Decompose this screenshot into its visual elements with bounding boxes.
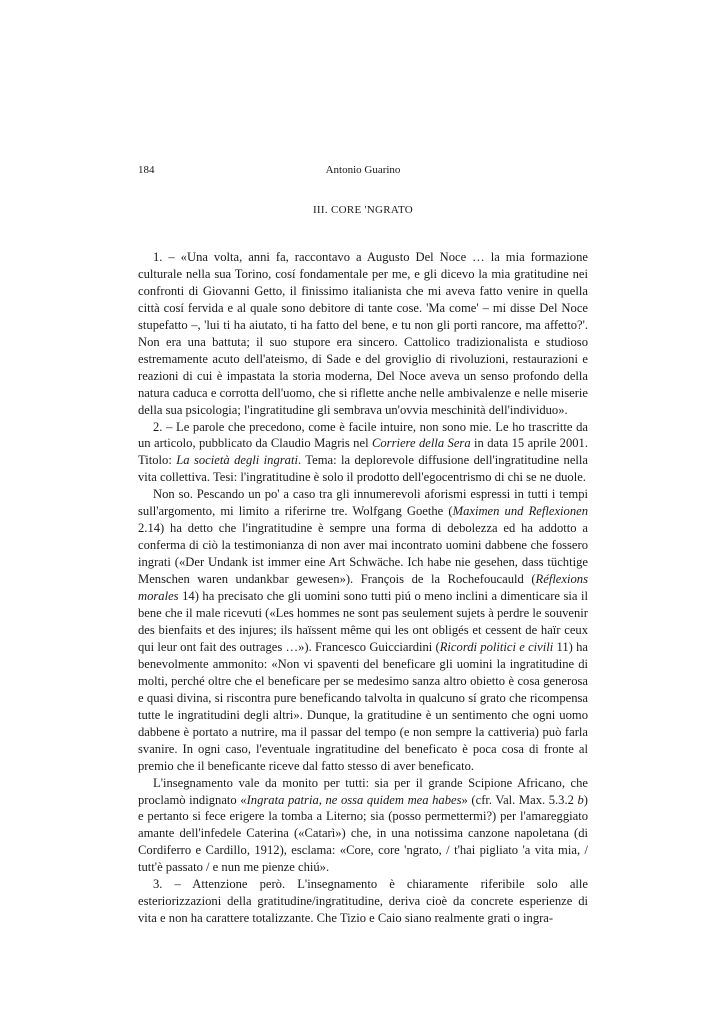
paragraph-4-text: L'insegnamento vale da monito per tutti: sia per il grande Scipione Africano, che proclamò indignato «	[138, 775, 588, 807]
paragraph-5-text: 3. – Attenzione però. L'insegnamento è chiaramente riferibile solo alle esteriorizzazioni della gratitudine/ingratitudine, deriva cioè da concrete esperienze di vita e non ha carattere totalizzante. Che Tizio e Caio siano realmente grati o ingra-	[138, 877, 588, 926]
paragraph-2	[138, 419, 588, 487]
newspaper-title: Corriere della Sera	[371, 436, 471, 451]
paragraph-3	[138, 486, 588, 774]
paragraph-4-text: » (cfr. Val. Max. 5.3.2	[461, 792, 578, 807]
running-title: Antonio Guarino	[325, 164, 401, 176]
paragraph-2-text: in data 15 aprile 2001. Titolo:	[138, 436, 588, 468]
article-title: La società degli ingrati	[176, 453, 298, 468]
paragraph-3-text: Non so. Pescando un po' a caso tra gli innumerevoli aforismi espressi in tutti i tempi sull'argomento, mi limito a riferirne tre. Wolfgang Goethe (	[138, 487, 588, 519]
section-heading: III. CORE 'NGRATO	[312, 204, 414, 216]
paragraph-1-text: 1. – «Una volta, anni fa, raccontavo a Augusto Del Noce … la mia formazione culturale nella sua Torino, cosí fondamentale per me, e gli dicevo la mia gratitudine nei confronti di Giovanni Getto, il finissimo italianista che mi aveva fatto venire in quella città cosí fervida e al quale sono debitore di tante cose. 'Ma come' – mi disse Del Noce stupefatto –, 'lui ti ha aiutato, ti ha fatto del bene, e tu non gli porti rancore, ma affetto?'. Non era una battuta; il suo stupore era sincero. Cattolico tradizionalista e studioso estremamente acuto dell'ateismo, di Sade e del groviglio di rivoluzioni, restaurazioni e reazioni di cui è impastata la storia moderna, Del Noce aveva un senso profondo della natura caduca e corrotta dell'uomo, che si riflette anche nelle ambivalenze e nelle miserie della sua psicologia; l'ingratitudine gli sembrava un'ovvia meschinità dell'individuo».	[138, 250, 588, 417]
paragraph-3-text: 2.14) ha detto che l'ingratitudine è sempre una forma di debolezza ed ha addotto a conferma di ciò la testimonianza di non aver mai incontrato uomini dabbene che fossero ingrati («Der Undank ist immer eine Art Schwäche. Ich habe nie gesehen, dass tüchtige Menschen waren undankbar gewesen»). François de la Rochefoucauld (	[138, 521, 588, 587]
body-text	[138, 249, 588, 927]
work-title-goethe: Maximen und Reflexionen	[452, 504, 589, 519]
work-title-guicciardini: Ricordi politici e civili	[439, 639, 554, 654]
paragraph-2-text: . Tema: la deplorevole diffusione dell'ingratitudine nella vita collettiva. Tesi: l'ingratitudine è solo il prodotto dell'egocentrismo di chi se ne duole.	[138, 453, 588, 485]
paragraph-5	[138, 876, 588, 927]
paragraph-2-text: 2. – Le parole che precedono, come è facile intuire, non sono mie. Le ho trascritte da un articolo, pubblicato da Claudio Magris nel	[138, 419, 588, 451]
paragraph-4	[138, 775, 588, 877]
work-title-rochefoucauld: Réflexions morales	[138, 572, 588, 604]
page-number: 184	[138, 164, 155, 176]
citation-letter: b	[577, 792, 584, 807]
paragraph-4-text: ) e pertanto si fece erigere la tomba a Literno; sia (posso permettermi?) per l'amareggiato amante dell'infedele Caterina («Catarì») che, in una notissima canzone napoletana (di Cordiferro e Cardillo, 1912), esclama: «Core, core 'ngrato, / t'hai pigliato 'a vita mia, / tutt'è passato / e nun me pienze chiú».	[138, 792, 588, 875]
running-head	[138, 164, 588, 184]
paragraph-3-text: 14) ha precisato che gli uomini sono tutti piú o meno inclini a dimenticare sia il bene che il male ricevuti («Les hommes ne sont pas seulement sujets à perdre le souvenir des bienfaits et des injures; ils haïssent même qui les ont obligés et cessent de haïr ceux qui leur ont fait des outrages …»). Francesco Guicciardini (	[138, 589, 588, 654]
paragraph-3-text: 11) ha benevolmente ammonito: «Non vi spaventi del beneficare gli uomini la ingratitudine di molti, perché oltre che el beneficare per se medesimo sanza altro obietto è cosa generosa e quasi divina, si riscontra pure beneficando talvolta in qualcuno sí grato che ricompensa tutte le ingratitudini degli altri». Dunque, la gratitudine è un sentimento che ogni uomo dabbene è portato a nutrire, ma il passar del tempo (e non sempre la cattiveria) può farla svanire. In ogni caso, l'eventuale ingratitudine del beneficato è poca cosa di fronte al premio che il beneficante riceve dal fatto stesso di aver beneficato.	[138, 639, 588, 773]
latin-quote: Ingrata patria, ne ossa quidem mea habes	[246, 792, 462, 807]
paragraph-1	[138, 249, 588, 419]
book-page	[138, 164, 588, 927]
